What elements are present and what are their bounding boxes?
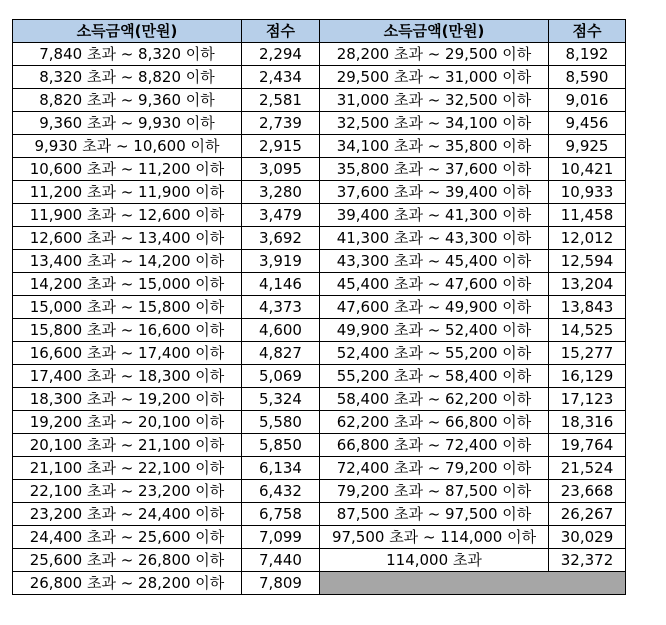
table-row xyxy=(13,158,626,181)
score-cell: 16,129 xyxy=(549,365,626,388)
table-row xyxy=(13,43,626,66)
income-range-cell: 87,500 초과 ~ 97,500 이하 xyxy=(320,503,549,526)
header-income-right: 소득금액(만원) xyxy=(320,20,549,43)
income-range-cell: 47,600 초과 ~ 49,900 이하 xyxy=(320,296,549,319)
income-range-cell: 35,800 초과 ~ 37,600 이하 xyxy=(320,158,549,181)
score-cell: 2,739 xyxy=(242,112,320,135)
income-range-cell: 15,000 초과 ~ 15,800 이하 xyxy=(13,296,242,319)
score-cell: 9,925 xyxy=(549,135,626,158)
income-range-cell: 114,000 초과 xyxy=(320,549,549,572)
income-range-cell: 26,800 초과 ~ 28,200 이하 xyxy=(13,572,242,595)
table-row xyxy=(13,135,626,158)
table-row xyxy=(13,204,626,227)
score-cell: 5,324 xyxy=(242,388,320,411)
score-cell: 6,758 xyxy=(242,503,320,526)
score-cell: 3,692 xyxy=(242,227,320,250)
income-range-cell: 32,500 초과 ~ 34,100 이하 xyxy=(320,112,549,135)
table-row xyxy=(13,526,626,549)
income-range-cell: 24,400 초과 ~ 25,600 이하 xyxy=(13,526,242,549)
score-cell: 6,134 xyxy=(242,457,320,480)
income-score-table-container xyxy=(12,19,626,595)
score-cell: 12,012 xyxy=(549,227,626,250)
table-row xyxy=(13,480,626,503)
income-range-cell: 13,400 초과 ~ 14,200 이하 xyxy=(13,250,242,273)
income-range-cell: 7,840 초과 ~ 8,320 이하 xyxy=(13,43,242,66)
income-score-table xyxy=(12,19,626,595)
income-range-cell: 18,300 초과 ~ 19,200 이하 xyxy=(13,388,242,411)
income-range-cell: 11,900 초과 ~ 12,600 이하 xyxy=(13,204,242,227)
score-cell: 3,479 xyxy=(242,204,320,227)
table-row xyxy=(13,112,626,135)
header-income-left: 소득금액(만원) xyxy=(13,20,242,43)
income-range-cell: 23,200 초과 ~ 24,400 이하 xyxy=(13,503,242,526)
income-range-cell: 22,100 초과 ~ 23,200 이하 xyxy=(13,480,242,503)
table-row xyxy=(13,250,626,273)
income-range-cell: 29,500 초과 ~ 31,000 이하 xyxy=(320,66,549,89)
table-row xyxy=(13,296,626,319)
income-range-cell: 49,900 초과 ~ 52,400 이하 xyxy=(320,319,549,342)
income-range-cell: 25,600 초과 ~ 26,800 이하 xyxy=(13,549,242,572)
table-row xyxy=(13,342,626,365)
income-range-cell: 58,400 초과 ~ 62,200 이하 xyxy=(320,388,549,411)
income-range-cell: 72,400 초과 ~ 79,200 이하 xyxy=(320,457,549,480)
income-range-cell: 28,200 초과 ~ 29,500 이하 xyxy=(320,43,549,66)
score-cell: 3,095 xyxy=(242,158,320,181)
income-range-cell: 52,400 초과 ~ 55,200 이하 xyxy=(320,342,549,365)
table-row xyxy=(13,411,626,434)
score-cell: 13,204 xyxy=(549,273,626,296)
table-row xyxy=(13,319,626,342)
income-range-cell: 97,500 초과 ~ 114,000 이하 xyxy=(320,526,549,549)
score-cell: 2,915 xyxy=(242,135,320,158)
score-cell: 2,294 xyxy=(242,43,320,66)
score-cell: 10,421 xyxy=(549,158,626,181)
income-range-cell: 41,300 초과 ~ 43,300 이하 xyxy=(320,227,549,250)
score-cell: 4,600 xyxy=(242,319,320,342)
income-range-cell: 34,100 초과 ~ 35,800 이하 xyxy=(320,135,549,158)
table-row xyxy=(13,549,626,572)
income-range-cell: 66,800 초과 ~ 72,400 이하 xyxy=(320,434,549,457)
income-range-cell: 16,600 초과 ~ 17,400 이하 xyxy=(13,342,242,365)
table-row xyxy=(13,572,626,595)
income-range-cell: 31,000 초과 ~ 32,500 이하 xyxy=(320,89,549,112)
table-row xyxy=(13,365,626,388)
income-range-cell: 37,600 초과 ~ 39,400 이하 xyxy=(320,181,549,204)
income-range-cell: 55,200 초과 ~ 58,400 이하 xyxy=(320,365,549,388)
score-cell: 7,440 xyxy=(242,549,320,572)
income-range-cell: 14,200 초과 ~ 15,000 이하 xyxy=(13,273,242,296)
income-range-cell: 8,320 초과 ~ 8,820 이하 xyxy=(13,66,242,89)
score-cell: 5,850 xyxy=(242,434,320,457)
income-range-cell: 11,200 초과 ~ 11,900 이하 xyxy=(13,181,242,204)
score-cell: 12,594 xyxy=(549,250,626,273)
table-row xyxy=(13,89,626,112)
score-cell: 6,432 xyxy=(242,480,320,503)
income-range-cell: 10,600 초과 ~ 11,200 이하 xyxy=(13,158,242,181)
income-range-cell: 20,100 초과 ~ 21,100 이하 xyxy=(13,434,242,457)
score-cell: 7,809 xyxy=(242,572,320,595)
score-cell: 21,524 xyxy=(549,457,626,480)
income-range-cell: 43,300 초과 ~ 45,400 이하 xyxy=(320,250,549,273)
header-score-left: 점수 xyxy=(242,20,320,43)
score-cell: 3,280 xyxy=(242,181,320,204)
income-range-cell: 15,800 초과 ~ 16,600 이하 xyxy=(13,319,242,342)
table-row xyxy=(13,388,626,411)
income-range-cell: 9,360 초과 ~ 9,930 이하 xyxy=(13,112,242,135)
score-cell: 11,458 xyxy=(549,204,626,227)
score-cell: 3,919 xyxy=(242,250,320,273)
empty-cell xyxy=(320,572,626,595)
score-cell: 26,267 xyxy=(549,503,626,526)
table-row xyxy=(13,227,626,250)
score-cell: 9,016 xyxy=(549,89,626,112)
score-cell: 4,827 xyxy=(242,342,320,365)
income-range-cell: 12,600 초과 ~ 13,400 이하 xyxy=(13,227,242,250)
score-cell: 4,146 xyxy=(242,273,320,296)
income-range-cell: 8,820 초과 ~ 9,360 이하 xyxy=(13,89,242,112)
table-row xyxy=(13,503,626,526)
score-cell: 23,668 xyxy=(549,480,626,503)
score-cell: 2,581 xyxy=(242,89,320,112)
score-cell: 5,580 xyxy=(242,411,320,434)
table-row xyxy=(13,273,626,296)
table-row xyxy=(13,181,626,204)
income-range-cell: 17,400 초과 ~ 18,300 이하 xyxy=(13,365,242,388)
score-cell: 30,029 xyxy=(549,526,626,549)
score-cell: 13,843 xyxy=(549,296,626,319)
score-cell: 2,434 xyxy=(242,66,320,89)
score-cell: 9,456 xyxy=(549,112,626,135)
table-body xyxy=(13,43,626,595)
score-cell: 17,123 xyxy=(549,388,626,411)
header-score-right: 점수 xyxy=(549,20,626,43)
income-range-cell: 39,400 초과 ~ 41,300 이하 xyxy=(320,204,549,227)
income-range-cell: 79,200 초과 ~ 87,500 이하 xyxy=(320,480,549,503)
score-cell: 18,316 xyxy=(549,411,626,434)
header-row xyxy=(13,20,626,43)
score-cell: 5,069 xyxy=(242,365,320,388)
score-cell: 15,277 xyxy=(549,342,626,365)
income-range-cell: 21,100 초과 ~ 22,100 이하 xyxy=(13,457,242,480)
score-cell: 10,933 xyxy=(549,181,626,204)
income-range-cell: 62,200 초과 ~ 66,800 이하 xyxy=(320,411,549,434)
income-range-cell: 19,200 초과 ~ 20,100 이하 xyxy=(13,411,242,434)
score-cell: 4,373 xyxy=(242,296,320,319)
table-row xyxy=(13,66,626,89)
score-cell: 32,372 xyxy=(549,549,626,572)
score-cell: 8,590 xyxy=(549,66,626,89)
score-cell: 14,525 xyxy=(549,319,626,342)
score-cell: 7,099 xyxy=(242,526,320,549)
table-row xyxy=(13,457,626,480)
income-range-cell: 9,930 초과 ~ 10,600 이하 xyxy=(13,135,242,158)
score-cell: 19,764 xyxy=(549,434,626,457)
table-row xyxy=(13,434,626,457)
score-cell: 8,192 xyxy=(549,43,626,66)
income-range-cell: 45,400 초과 ~ 47,600 이하 xyxy=(320,273,549,296)
